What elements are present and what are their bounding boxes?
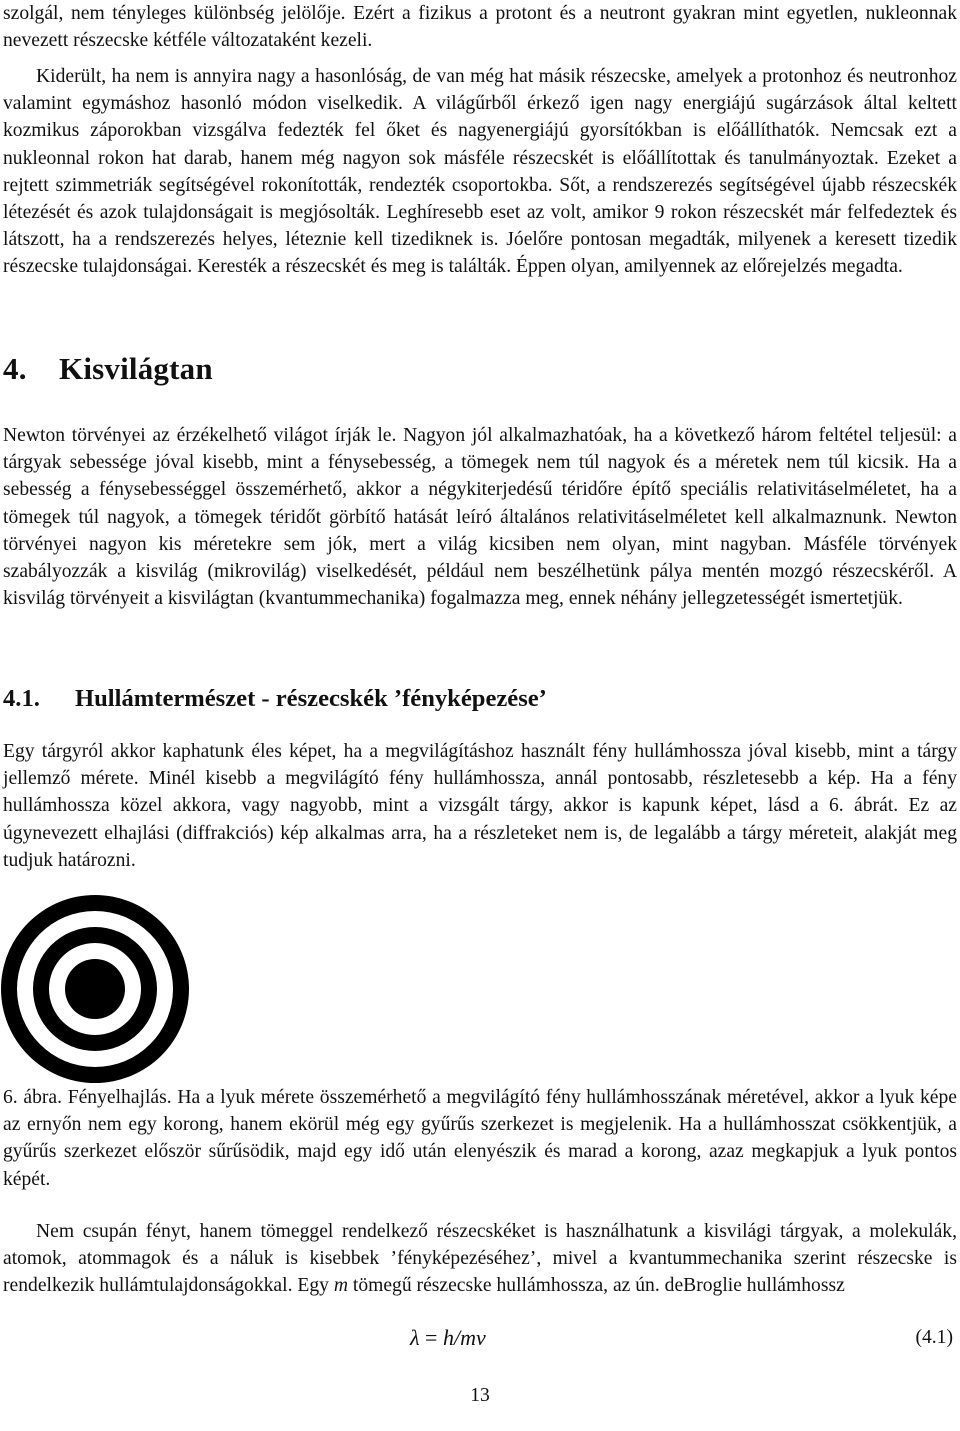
section-title: Kisvilágtan bbox=[59, 351, 213, 386]
section-number: 4. bbox=[3, 351, 27, 386]
equation-number: (4.1) bbox=[915, 1327, 953, 1348]
math-variable: m bbox=[333, 1275, 348, 1297]
equation-equals: = bbox=[425, 1325, 438, 1350]
paragraph-text: Egy tárgyról akkor kaphatunk éles képet, ha a megvilágításhoz használt fény hullámhossza jóval kisebb, mint a tárgy jellemző mérete. Minél kisebb a megvilágító fény hullámhossza, annál pontosabb, részletesebb a kép. Ha a fény hullámhossza közel akkora, vagy nagyobb, mint a vizsgált tárgy, akkor is kapunk képet, lásd a 6. ábrát. Ez az úgynevezett elhajlási (diffrakciós) kép alkalmas arra, ha a részleteket nem is, de legalább a tárgy méreteit, alakját meg tudjuk határozni. bbox=[3, 741, 957, 871]
paragraph-text-start: Nem csupán fényt, hanem tömeggel rendelkező részecskéket is használhatunk a kisvilági tárgyak, a molekulák, atomok, atommagok és a náluk is kisebbek ’fényképezéséhez’, mivel a kvantummechanika szerint részecske is rendelkezik hullámtulajdonságokkal. Egy bbox=[3, 1221, 957, 1297]
caption-text: 6. ábra. Fényelhajlás. Ha a lyuk mérete összemérhető a megvilágító fény hullámhosszának méretével, akkor a lyuk képe az ernyőn nem egy korong, hanem ekörül még egy gyűrűs szerkezet is megjelenik. Ha a hullámhosszat csökkentjük, a gyűrűs szerkezet először sűrűsödik, majd egy idő után elenyészik és marad a korong, azaz megkapjuk a lyuk pontos képét. bbox=[3, 1087, 957, 1190]
subsection-title: Hullámtermészet - részecskék ’fényképezése’ bbox=[75, 685, 547, 712]
figure-caption bbox=[3, 1084, 957, 1193]
diffraction-pattern-figure bbox=[0, 894, 190, 1084]
paragraph-text: Kiderült, ha nem is annyira nagy a hasonlóság, de van még hat másik részecske, amelyek a protonhoz és neutronhoz valamint egymáshoz hasonló módon viselkedik. A világűrből érkező igen nagy energiájú sugárzások által keltett kozmikus záporokban vizsgálva fedezték fel őket és nagyenergiájú gyorsítókban is előállíthatók. Nemcsak ezt a nukleonnal rokon hat darab, hanem még nagyon sok másféle részecskét is előállítottak és tanulmányoztak. Ezeket a rejtett szimmetriák segítségével rokonították, rendezték csoportokba. Sőt, a rendszerezés segítségével újabb részecskék létezését és azok tulajdonságait is megjósolták. Leghíresebb eset az volt, amikor 9 rokon részecskét már felfedeztek és látszott, ha a rendszerezés helyes, léteznie kell tizediknek is. Jóelőre pontosan megadták, milyenek a keresett tizedik részecske tulajdonságai. Keresték a részecskét és meg is találták. Éppen olyan, amilyennek az előrejelzés megadta. bbox=[3, 66, 957, 278]
paragraph-debroglie bbox=[3, 1218, 957, 1300]
paragraph-text-end: tömegű részecske hullámhossza, az ún. deBroglie hullámhossz bbox=[347, 1275, 845, 1297]
subsection-number: 4.1. bbox=[3, 685, 40, 712]
paragraph-text bbox=[3, 1218, 957, 1300]
equation-lhs: λ bbox=[410, 1325, 420, 1350]
paragraph-text: szolgál, nem tényleges különbség jelölője. Ezért a fizikus a protont és a neutront gyakran mint egyetlen, nukleonnak nevezett részecske kétféle változataként kezeli. bbox=[3, 3, 957, 52]
paragraph-particles bbox=[3, 63, 957, 281]
paragraph-intro-tail bbox=[3, 0, 957, 54]
subsection-heading bbox=[3, 682, 957, 716]
equation-rhs: h/mv bbox=[442, 1325, 486, 1350]
equation bbox=[410, 1323, 486, 1353]
section-4-heading bbox=[3, 349, 957, 389]
diffraction-central-disk bbox=[65, 959, 125, 1019]
paragraph-imaging bbox=[3, 738, 957, 874]
paragraph-newton bbox=[3, 422, 957, 612]
section-heading bbox=[3, 349, 957, 389]
paragraph-text: Newton törvényei az érzékelhető világot írják le. Nagyon jól alkalmazhatóak, ha a következő három feltétel teljesül: a tárgyak sebessége jóval kisebb, mint a fénysebesség, a tömegek nem túl nagyok és a méretek nem túl kicsik. Ha a sebesség a fénysebességgel összemérhető, akkor a négykiterjedésű téridőre építő speciális relativitáselméletet, ha a tömegek túl nagyok, a tömegek téridőt görbítő hatását leíró általános relativitáselméletet kell alkalmaznunk. Newton törvényei nagyon kis méretekre sem jók, mert a világ kicsiben nem olyan, mint nagyban. Másféle törvények szabályozzák a kisvilág (mikrovilág) viselkedését, például nem beszélhetünk pálya mentén mozgó részecskéről. A kisvilág törvényeit a kisvilágtan (kvantummechanika) fogalmazza meg, ennek néhány jellegzetességét ismertetjük. bbox=[3, 425, 957, 610]
equation-row bbox=[3, 1323, 957, 1353]
section-4-1-heading bbox=[3, 682, 957, 716]
page-number: 13 bbox=[470, 1385, 490, 1406]
